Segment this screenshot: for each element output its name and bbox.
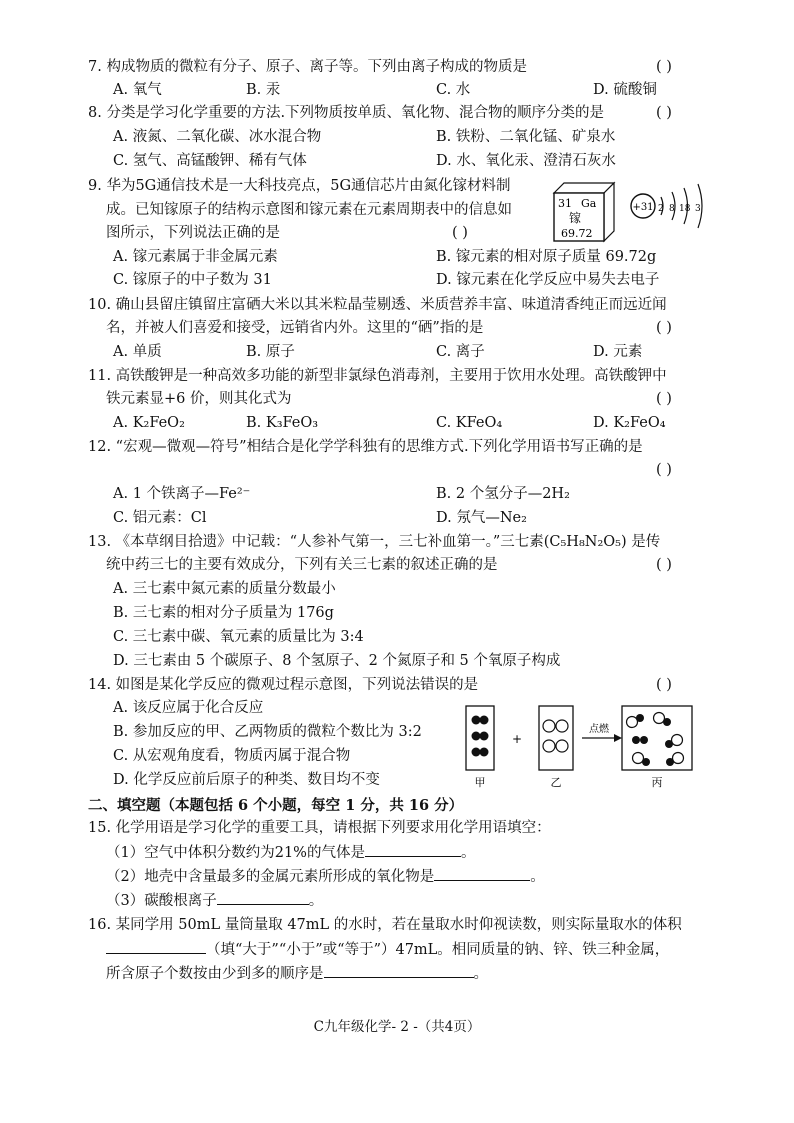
- q15-item-2-end: 。: [530, 869, 545, 885]
- section-2-heading: 二、填空题（本题包括 6 个小题，每空 1 分，共 16 分）: [88, 797, 464, 814]
- q14-option-d: D. 化学反应前后原子的种类、数目均不变: [113, 772, 380, 788]
- q15-item-3-text: （3）碳酸根离子: [106, 893, 217, 909]
- q9-stem-line-3: 图所示，下列说法正确的是: [106, 225, 280, 241]
- q9-option-c: C. 镓原子的中子数为 31: [113, 272, 272, 288]
- q12-option-c: C. 铝元素：Cl: [113, 510, 207, 526]
- q8-option-c: C. 氢气、高锰酸钾、稀有气体: [113, 153, 307, 169]
- q15-item-2: [106, 866, 545, 887]
- element-name: 镓: [569, 211, 582, 225]
- q7-option-a: A. 氧气: [113, 82, 162, 98]
- atom-shell-4: 3: [695, 204, 701, 214]
- q10-option-a: A. 单质: [113, 344, 162, 360]
- q7-option-b: B. 汞: [246, 82, 281, 98]
- element-atomic-mass: 69.72: [561, 227, 593, 240]
- q16-blank-2[interactable]: [324, 963, 474, 978]
- q7-option-d: D. 硫酸铜: [593, 82, 657, 98]
- q12-stem: 12. “宏观—微观—符号”相结合是化学学科独有的思维方式.下列化学用语书写正确的是: [88, 439, 643, 455]
- q12-option-a: A. 1 个铁离子—Fe²⁻: [113, 486, 251, 502]
- q11-stem-line-2: 铁元素显+6 价，则其化式为: [106, 391, 292, 407]
- q8-option-d: D. 水、氧化汞、澄清石灰水: [436, 153, 616, 169]
- atom-shell-2: 8: [669, 204, 675, 214]
- reaction-diagram-graphic: [460, 700, 710, 790]
- element-atomic-number: 31: [558, 197, 572, 210]
- q16-line-3: [106, 963, 488, 984]
- q13-answer-bracket: ( ): [656, 557, 672, 573]
- q14-option-a: A. 该反应属于化合反应: [113, 700, 264, 716]
- q9-stem-line-2: 成。已知镓原子的结构示意图和镓元素在元素周期表中的信息如: [106, 202, 512, 218]
- q15-item-2-text: （2）地壳中含量最多的金属元素所形成的氧化物是: [106, 869, 435, 885]
- q10-stem-line-2: 名，并被人们喜爱和接受，远销省内外。这里的“硒”指的是: [106, 320, 484, 336]
- q14-option-c: C. 从宏观角度看，物质丙属于混合物: [113, 748, 351, 764]
- page-footer: C九年级化学- 2 -（共4页）: [313, 1019, 481, 1035]
- q14-answer-bracket: ( ): [656, 677, 672, 693]
- q9-answer-bracket: ( ): [452, 225, 468, 241]
- arrowhead: [614, 734, 622, 742]
- q10-option-b: B. 原子: [246, 344, 295, 360]
- ignite-condition: 点燃: [589, 724, 609, 735]
- q7-answer-bracket: ( ): [656, 59, 672, 75]
- q11-option-b: B. K₃FeO₃: [246, 415, 319, 431]
- q11-option-c: C. KFeO₄: [436, 415, 503, 431]
- label-jia: 甲: [474, 776, 486, 789]
- q7-stem: 7. 构成物质的微粒有分子、原子、离子等。下列由离子构成的物质是: [88, 59, 527, 75]
- q15-stem: 15. 化学用语是学习化学的重要工具，请根据下列要求用化学用语填空：: [88, 820, 551, 836]
- reactant-b-box: [539, 706, 573, 770]
- q10-answer-bracket: ( ): [656, 320, 672, 336]
- q15-item-1-text: （1）空气中体积分数约为21%的气体是: [106, 845, 365, 861]
- q15-blank-1[interactable]: [365, 842, 461, 857]
- atom-shell-1: 2: [658, 204, 664, 214]
- q13-stem-line-1: 13. 《本草纲目拾遗》中记载：“人参补气第一，三七补血第一。”三七素(C₅H₈N₂O₅) 是传: [88, 534, 661, 550]
- q14-option-b: B. 参加反应的甲、乙两物质的微粒个数比为 3:2: [113, 724, 422, 740]
- element-symbol: Ga: [581, 197, 597, 210]
- q11-option-d: D. K₂FeO₄: [593, 415, 666, 431]
- q16-line-2: [106, 939, 669, 960]
- q9-option-d: D. 镓元素在化学反应中易失去电子: [436, 272, 660, 288]
- q15-item-1-end: 。: [460, 845, 476, 861]
- q13-option-b: B. 三七素的相对分子质量为 176g: [113, 605, 334, 621]
- q8-stem: 8. 分类是学习化学重要的方法.下列物质按单质、氧化物、混合物的顺序分类的是: [88, 105, 605, 121]
- q15-item-3: [106, 890, 323, 911]
- q10-stem-line-1: 10. 确山县留庄镇留庄富硒大米以其米粒晶莹剔透、米质营养丰富、味道清香纯正而远近闻: [88, 297, 667, 313]
- atom-shell-3: 18: [679, 204, 691, 214]
- q16-line-1: 16. 某同学用 50mL 量筒量取 47mL 的水时，若在量取水时仰视读数，则实际量取水的体积: [88, 917, 682, 933]
- q15-item-1: [106, 842, 475, 863]
- label-bing: 丙: [651, 776, 663, 789]
- q13-option-c: C. 三七素中碳、氧元素的质量比为 3:4: [113, 629, 364, 645]
- q12-answer-bracket: ( ): [656, 462, 672, 478]
- q9-stem-line-1: 9. 华为5G通信技术是一大科技亮点，5G通信芯片由氮化镓材料制: [88, 178, 511, 194]
- q15-item-3-end: 。: [308, 893, 324, 909]
- q12-option-b: B. 2 个氢分子—2H₂: [436, 486, 570, 502]
- q16-line-3-end: 。: [473, 966, 488, 982]
- q9-option-b: B. 镓元素的相对原子质量 69.72g: [436, 249, 657, 265]
- q13-option-a: A. 三七素中氮元素的质量分数最小: [113, 581, 336, 597]
- q11-option-a: A. K₂FeO₂: [113, 415, 185, 431]
- gallium-atom-structure: [628, 178, 712, 234]
- q10-option-c: C. 离子: [436, 344, 485, 360]
- q13-stem-line-2: 统中药三七的主要有效成分，下列有关三七素的叙述正确的是: [106, 557, 498, 573]
- q15-blank-3[interactable]: [217, 890, 309, 905]
- q16-blank-1[interactable]: [106, 939, 206, 954]
- q14-stem: 14. 如图是某化学反应的微观过程示意图，下列说法错误的是: [88, 677, 479, 693]
- q12-option-d: D. 氖气—Ne₂: [436, 510, 527, 526]
- element-card-graphic: [552, 181, 616, 243]
- atom-nucleus-charge: +31: [632, 202, 654, 213]
- q10-option-d: D. 元素: [593, 344, 643, 360]
- q7-option-c: C. 水: [436, 82, 471, 98]
- gallium-element-card: [552, 181, 616, 243]
- q16-line-3-text: 所含原子个数按由少到多的顺序是: [106, 966, 324, 982]
- q13-option-d: D. 三七素由 5 个碳原子、8 个氢原子、2 个氮原子和 5 个氧原子构成: [113, 653, 561, 669]
- plus-sign: +: [511, 732, 523, 746]
- q8-option-a: A. 液氮、二氧化碳、冰水混合物: [113, 129, 322, 145]
- q15-blank-2[interactable]: [434, 866, 530, 881]
- q9-option-a: A. 镓元素属于非金属元素: [113, 249, 278, 265]
- q16-line-2-text: （填“大于”“小于”或“等于”）47mL。相同质量的钠、锌、铁三种金属，: [206, 942, 670, 958]
- q11-stem-line-1: 11. 高铁酸钾是一种高效多功能的新型非氯绿色消毒剂，主要用于饮用水处理。高铁酸钾中: [88, 368, 667, 384]
- reaction-diagram: [460, 700, 710, 790]
- atom-structure-graphic: [628, 178, 712, 234]
- q11-answer-bracket: ( ): [656, 391, 672, 407]
- q8-option-b: B. 铁粉、二氧化锰、矿泉水: [436, 129, 616, 145]
- label-yi: 乙: [550, 776, 562, 789]
- q8-answer-bracket: ( ): [656, 105, 672, 121]
